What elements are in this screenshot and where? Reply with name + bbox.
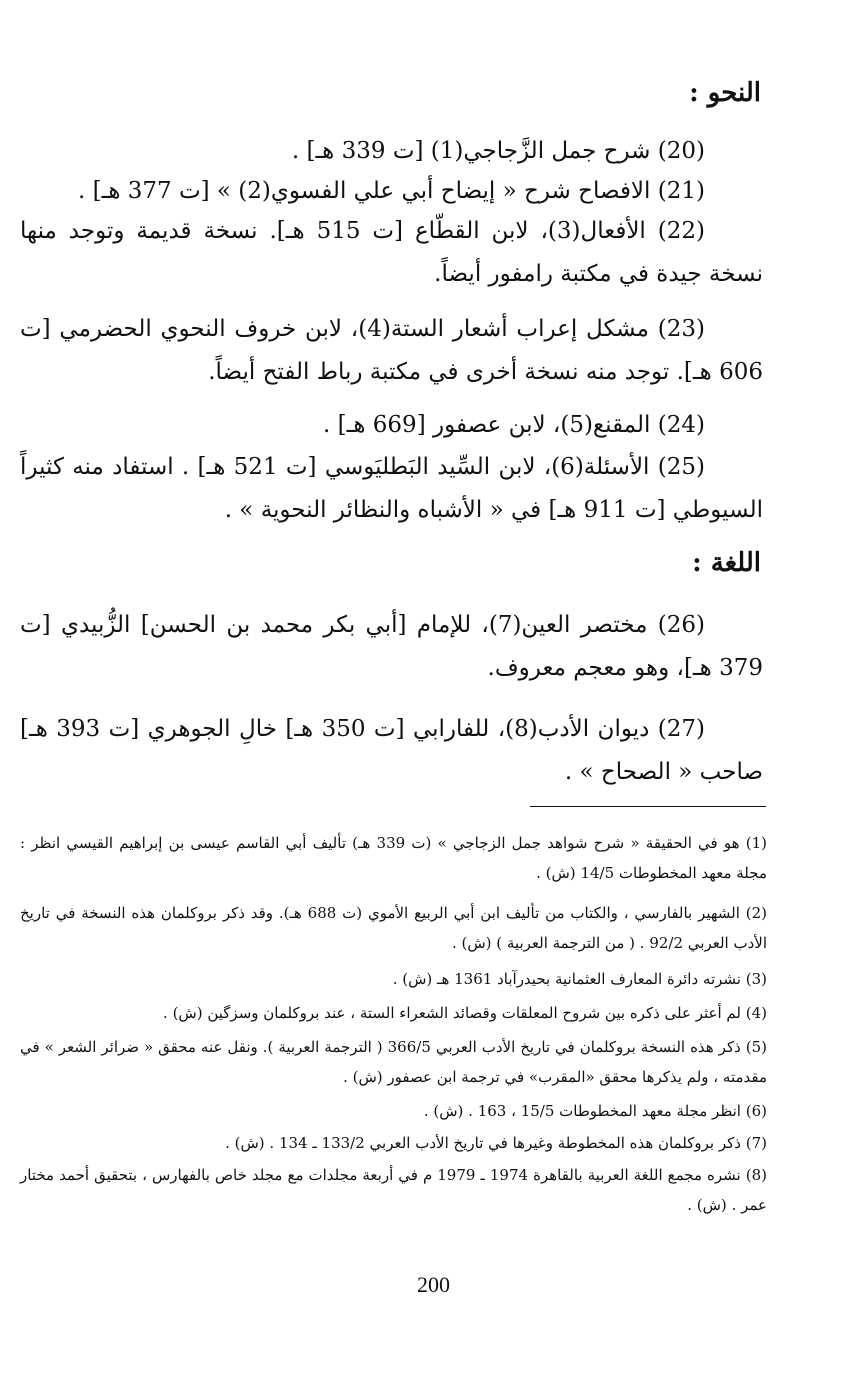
entry-21: (21) الافصاح شرح « إيضاح أبي علي الفسوي(2) » [ت 377 هـ] .	[77, 178, 705, 204]
entry-20: (20) شرح جمل الزَّجاجي(1) [ت 339 هـ] .	[291, 138, 705, 164]
entry-26: (26) مختصر العين(7)، للإمام [أبي بكر محمد بن الحسن] الزُّبيدي [ت 379 هـ]، وهو معجم معروف.	[20, 612, 763, 681]
footnote-8: (8) نشره مجمع اللغة العربية بالقاهرة 1974 ـ 1979 م في أربعة مجلدات مع مجلد خاص بالفهارس ، بتحقيق أحمد مختار عمر . (ش) .	[20, 1166, 767, 1214]
entry-25: (25) الأسئلة(6)، لابن السِّيد البَطليَوسي [ت 521 هـ] . استفاد منه كثيراً السيوطي [ت 911 هـ] في « الأشباه والنظائر النحوية » .	[20, 454, 763, 523]
footnote-separator	[530, 806, 766, 807]
footnote-1: (1) هو في الحقيقة « شرح شواهد جمل الزجاجي » (ت 339 هـ) تأليف أبي القاسم عيسى بن إبراهيم القيسي انظر : مجلة معهد المخطوطات 14/5 (ش) .	[20, 834, 768, 882]
section-heading-nahw: النحو :	[689, 78, 761, 108]
entry-22: (22) الأفعال(3)، لابن القطّاع [ت 515 هـ]. نسخة قديمة وتوجد منها نسخة جيدة في مكتبة رامفور أيضاً.	[20, 218, 763, 287]
footnote-7: (7) ذكر بروكلمان هذه المخطوطة وغيرها في تاريخ الأدب العربي 133/2 ـ 134 . (ش) .	[225, 1134, 767, 1152]
entry-27: (27) ديوان الأدب(8)، للفارابي [ت 350 هـ] خالِ الجوهري [ت 393 هـ] صاحب « الصحاح » .	[20, 716, 763, 785]
entry-23: (23) مشكل إعراب أشعار الستة(4)، لابن خروف النحوي الحضرمي [ت 606 هـ]. توجد منه نسخة أخرى في مكتبة رباط الفتح أيضاً.	[20, 316, 763, 385]
page-number: 200	[417, 1272, 450, 1297]
footnote-5: (5) ذكر هذه النسخة بروكلمان في تاريخ الأدب العربي 366/5 ( الترجمة العربية ). ونقل عنه محقق « ضرائر الشعر » في مقدمته ، ولم يذكرها محقق «المقرب» في ترجمة ابن عصفور (ش) .	[20, 1038, 768, 1086]
section-heading-lugha: اللغة :	[692, 548, 761, 578]
footnote-2: (2) الشهير بالفارسي ، والكتاب من تأليف ابن أبي الربيع الأموي (ت 688 هـ). وقد ذكر بروكلمان هذه النسخة في تاريخ الأدب العربي 92/2 . ( من الترجمة العربية ) (ش) .	[20, 904, 768, 952]
entry-24: (24) المقنع(5)، لابن عصفور [669 هـ] .	[323, 412, 705, 438]
footnote-4: (4) لم أعثر على ذكره بين شروح المعلقات وقصائد الشعراء الستة ، عند بروكلمان وسزگين (ش) .	[163, 1004, 767, 1022]
footnote-3: (3) نشرته دائرة المعارف العثمانية بحيدرآباد 1361 هـ (ش) .	[392, 970, 767, 988]
footnote-6: (6) انظر مجلة معهد المخطوطات 15/5 ، 163 . (ش) .	[423, 1102, 767, 1120]
